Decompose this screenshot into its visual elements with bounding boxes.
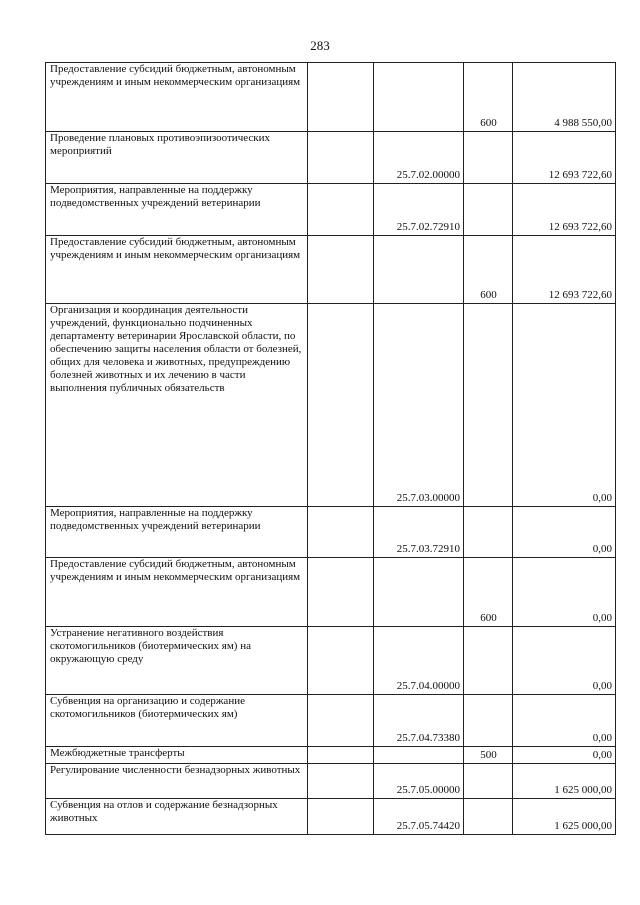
row-type: 600 [464, 236, 513, 304]
row-amount: 12 693 722,60 [513, 236, 616, 304]
table-row [46, 184, 616, 236]
row-col2 [308, 236, 374, 304]
table-row [46, 132, 616, 184]
row-code: 25.7.04.73380 [374, 695, 464, 747]
row-amount: 12 693 722,60 [513, 132, 616, 184]
row-amount: 0,00 [513, 627, 616, 695]
row-col2 [308, 184, 374, 236]
table-row [46, 764, 616, 799]
row-amount: 1 625 000,00 [513, 764, 616, 799]
row-code [374, 236, 464, 304]
row-amount: 1 625 000,00 [513, 799, 616, 835]
row-name: Субвенция на отлов и содержание безнадзорных животных [46, 799, 308, 835]
table-row [46, 63, 616, 132]
row-name: Субвенция на организацию и содержание скотомогильников (биотермических ям) [46, 695, 308, 747]
row-type [464, 799, 513, 835]
table-row [46, 799, 616, 835]
row-type: 500 [464, 747, 513, 764]
row-code: 25.7.02.72910 [374, 184, 464, 236]
row-col2 [308, 63, 374, 132]
row-name: Межбюджетные трансферты [46, 747, 308, 764]
row-col2 [308, 132, 374, 184]
row-col2 [308, 695, 374, 747]
table-row [46, 304, 616, 507]
row-col2 [308, 558, 374, 627]
row-code [374, 558, 464, 627]
row-amount: 0,00 [513, 747, 616, 764]
table-row [46, 507, 616, 558]
row-name: Устранение негативного воздействия скотомогильников (биотермических ям) на окружающую среду [46, 627, 308, 695]
table-row [46, 747, 616, 764]
row-name: Мероприятия, направленные на поддержку подведомственных учреждений ветеринарии [46, 507, 308, 558]
row-type [464, 695, 513, 747]
row-code [374, 747, 464, 764]
row-name: Проведение плановых противоэпизоотических мероприятий [46, 132, 308, 184]
row-col2 [308, 747, 374, 764]
row-code: 25.7.05.74420 [374, 799, 464, 835]
row-type [464, 764, 513, 799]
row-amount: 0,00 [513, 507, 616, 558]
row-code: 25.7.04.00000 [374, 627, 464, 695]
row-name: Регулирование численности безнадзорных животных [46, 764, 308, 799]
table-row [46, 236, 616, 304]
row-code: 25.7.02.00000 [374, 132, 464, 184]
row-name: Предоставление субсидий бюджетным, автономным учреждениям и иным некоммерческим организациям [46, 63, 308, 132]
budget-table [45, 62, 616, 835]
row-type [464, 184, 513, 236]
row-amount: 4 988 550,00 [513, 63, 616, 132]
row-col2 [308, 799, 374, 835]
row-amount: 0,00 [513, 304, 616, 507]
row-amount: 12 693 722,60 [513, 184, 616, 236]
row-name: Мероприятия, направленные на поддержку подведомственных учреждений ветеринарии [46, 184, 308, 236]
table-row [46, 558, 616, 627]
table-row [46, 627, 616, 695]
page-number: 283 [310, 38, 330, 53]
table-row [46, 695, 616, 747]
row-type [464, 627, 513, 695]
row-name: Организация и координация деятельности учреждений, функционально подчиненных департаменту ветеринарии Ярославской области, по обеспечению защиты населения области от болезней, общих для человека и животных, предупреждению болезней животных и их лечению в части выполнения публичных обязательств [46, 304, 308, 507]
row-type [464, 304, 513, 507]
row-col2 [308, 304, 374, 507]
row-type [464, 132, 513, 184]
row-code: 25.7.03.72910 [374, 507, 464, 558]
row-amount: 0,00 [513, 695, 616, 747]
row-name: Предоставление субсидий бюджетным, автономным учреждениям и иным некоммерческим организациям [46, 558, 308, 627]
row-amount: 0,00 [513, 558, 616, 627]
row-col2 [308, 627, 374, 695]
row-type [464, 507, 513, 558]
row-code [374, 63, 464, 132]
row-code: 25.7.05.00000 [374, 764, 464, 799]
row-type: 600 [464, 558, 513, 627]
row-col2 [308, 764, 374, 799]
row-name: Предоставление субсидий бюджетным, автономным учреждениям и иным некоммерческим организациям [46, 236, 308, 304]
row-type: 600 [464, 63, 513, 132]
row-col2 [308, 507, 374, 558]
row-code: 25.7.03.00000 [374, 304, 464, 507]
